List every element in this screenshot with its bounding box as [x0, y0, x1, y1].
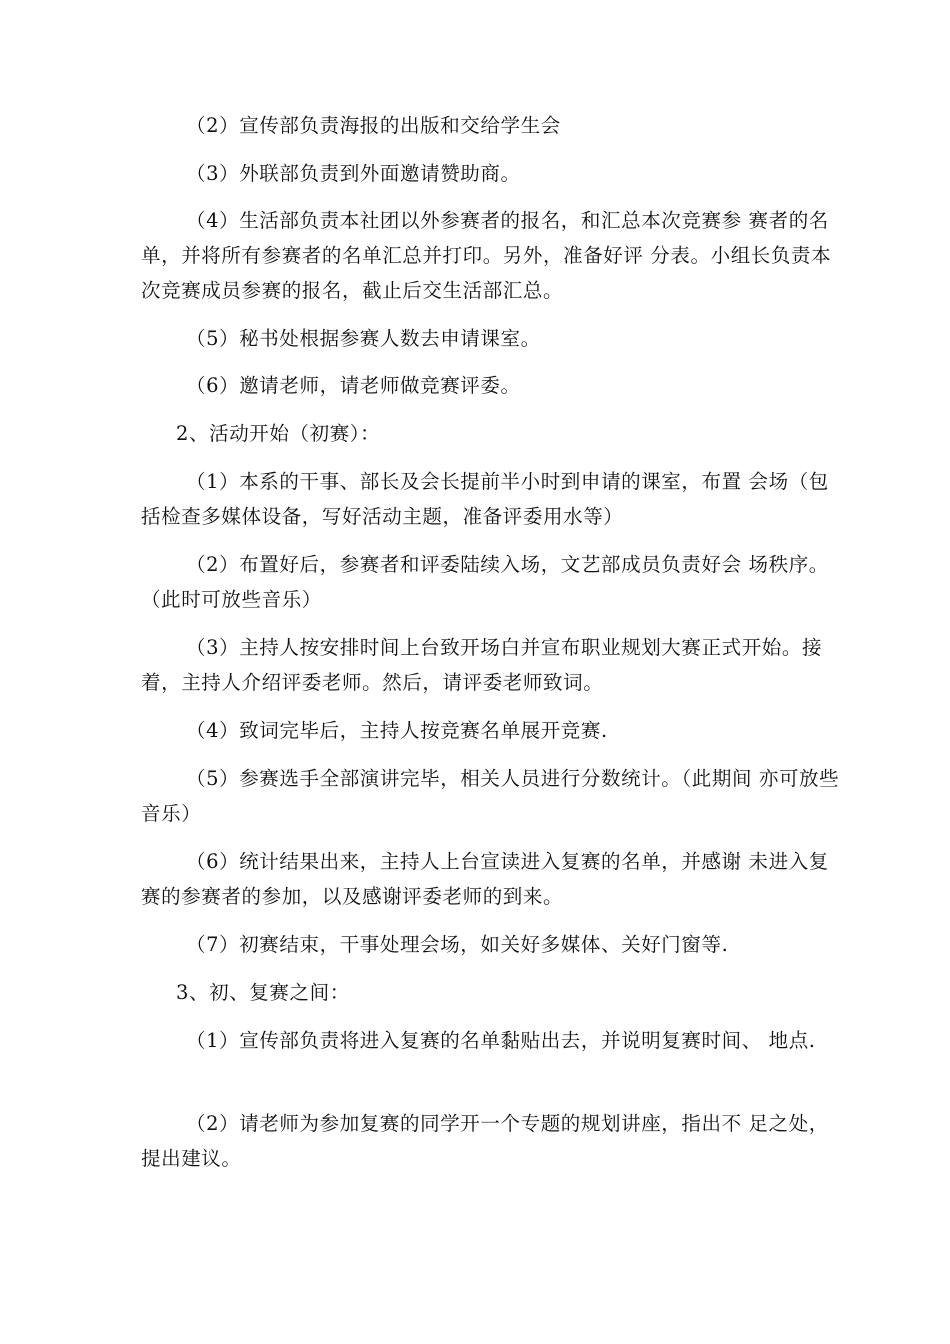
paragraph-host-opening: （3）主持人按安排时间上台致开场白并宣布职业规划大赛正式开始。接着，主持人介绍评委老师。然后，请评委老师致词。: [141, 636, 823, 694]
paragraph-competition-start: （4）致词完毕后，主持人按竞赛名单展开竞赛.: [186, 719, 608, 742]
paragraph-preliminary-end: （7）初赛结束，干事处理会场，如关好多媒体、关好门窗等.: [186, 933, 729, 956]
paragraph-publicity-poster: （2）宣传部负责海报的出版和交给学生会: [186, 114, 561, 137]
section-heading-between-rounds: 3、初、复赛之间：: [176, 981, 350, 1004]
paragraph-post-finalist-list: （1）宣传部负责将进入复赛的名单黏贴出去，并说明复赛时间、 地点.: [186, 1029, 816, 1052]
paragraph-planning-lecture: （2）请老师为参加复赛的同学开一个专题的规划讲座，指出不 足之处，提出建议。: [141, 1112, 829, 1170]
paragraph-secretariat-classroom: （5）秘书处根据参赛人数去申请课室。: [186, 327, 541, 350]
paragraph-life-department-registration: （4）生活部负责本社团以外参赛者的报名，和汇总本次竞赛参 赛者的名单，并将所有参赛者的名单汇总并打印。另外，准备好评 分表。小组长负责本次竞赛成员参赛的报名，截止后交生活部汇总。: [141, 209, 832, 302]
paragraph-score-counting: （5）参赛选手全部演讲完毕，相关人员进行分数统计。（此期间 亦可放些音乐）: [141, 767, 840, 825]
paragraph-venue-setup: （1）本系的干事、部长及会长提前半小时到申请的课室，布置 会场（包括检查多媒体设备，写好活动主题，准备评委用水等）: [141, 470, 829, 528]
paragraph-invite-teachers: （6）邀请老师，请老师做竞赛评委。: [186, 374, 521, 397]
section-heading-preliminary: 2、活动开始（初赛）：: [176, 422, 381, 445]
paragraph-external-sponsors: （3）外联部负责到外面邀请赞助商。: [186, 162, 521, 185]
paragraph-results-announcement: （6）统计结果出来，主持人上台宣读进入复赛的名单，并感谢 未进入复赛的参赛者的参加，以及感谢评委老师的到来。: [141, 850, 829, 908]
paragraph-entry-order: （2）布置好后，参赛者和评委陆续入场，文艺部成员负责好会 场秩序。（此时可放些音乐）: [141, 553, 829, 611]
